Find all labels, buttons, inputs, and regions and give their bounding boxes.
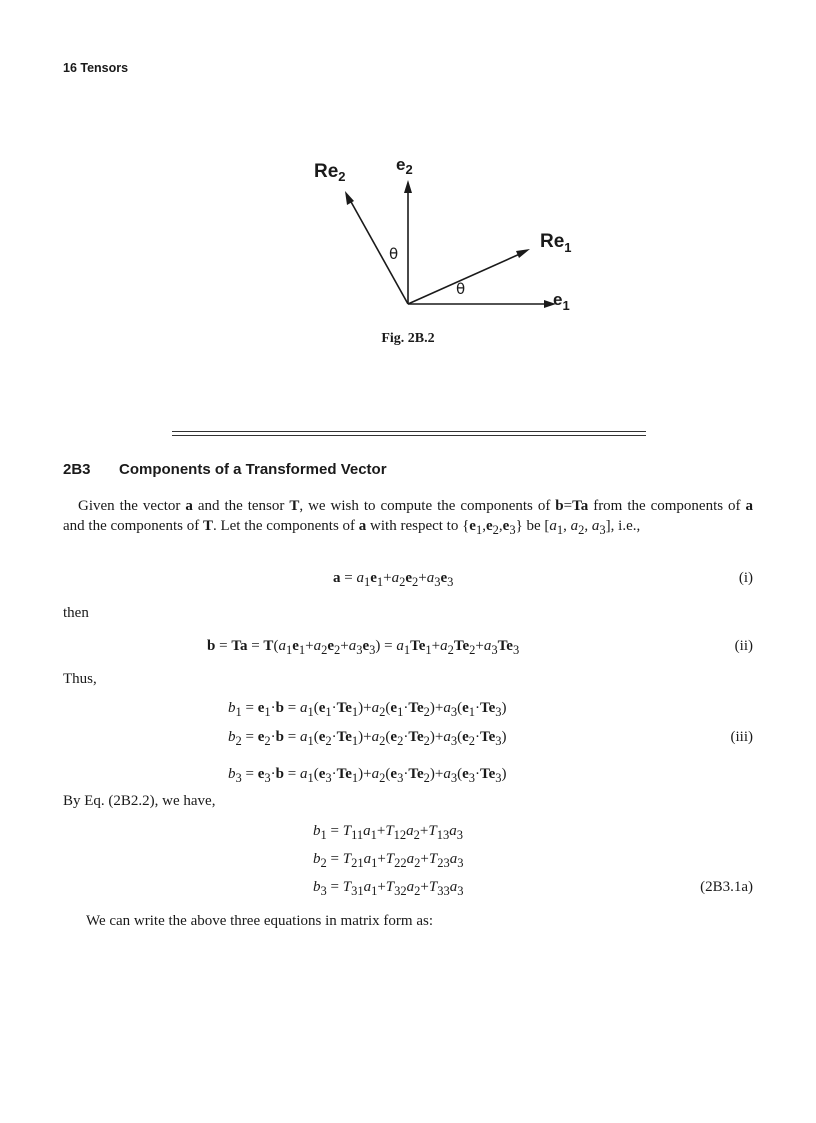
- equation-ii: $b = Ta = T(a_1e_1+a_2e_2+a_3e_3) = a_1Te_1+a_2Te_2+a_3Te_3$: [207, 638, 520, 657]
- running-head: 16 Tensors: [63, 61, 129, 75]
- matrix-form-text: We can write the above three equations in matrix form as:: [86, 913, 433, 929]
- e2-label: $e_2$: [396, 155, 413, 177]
- section-heading: [63, 461, 387, 478]
- equation-iii-row-3: $b_3 = e_3\cdot b = a_1(e_3\cdot Te_1)+a_2(e_3\cdot Te_2)+a_3(e_3\cdot Te_3)$: [228, 766, 507, 785]
- section-rule-bottom: [172, 435, 646, 436]
- theta-lower-label: θ: [456, 280, 466, 298]
- theta-upper-label: θ: [389, 245, 399, 263]
- intro-text: Given the vector a and the tensor T, we wish to compute the components of b=Ta from the components of a and the components of T. Let the components of a with respect to $\{e_1,e_2,e_3\}$ be [$a_1$, $a_2$, $a_3$], i.e.,: [63, 498, 754, 537]
- equation-i: $a = a_1e_1+a_2e_2+a_3e_3$: [333, 570, 454, 589]
- re1-arrowhead: [516, 249, 530, 258]
- intro-paragraph: [63, 496, 753, 540]
- equation-2b31a-row-1: $b_1 = T_{11}a_1+T_{12}a_2+T_{13}a_3$: [313, 823, 463, 842]
- eq-number-iii: (iii): [730, 729, 753, 745]
- word-then: then: [63, 605, 89, 621]
- equation-2b31a-row-2: $b_2 = T_{21}a_1+T_{22}a_2+T_{23}a_3$: [313, 851, 464, 870]
- e1-label: $e_1$: [553, 290, 570, 313]
- eq-number-2b31a: (2B3.1a): [700, 879, 753, 895]
- re2-vector: [350, 200, 408, 304]
- equation-iii-row-1: $b_1 = e_1\cdot b = a_1(e_1\cdot Te_1)+a_2(e_1\cdot Te_2)+a_3(e_1\cdot Te_3)$: [228, 700, 507, 719]
- re1-label: $Re_1$: [540, 231, 572, 255]
- by-eq-text: By Eq. (2B2.2), we have,: [63, 793, 216, 809]
- re2-label: $Re_2$: [314, 161, 346, 184]
- eq-number-i: (i): [738, 570, 753, 586]
- section-rule-top: [172, 431, 646, 432]
- figure-caption: Fig. 2B.2: [381, 331, 435, 346]
- re2-arrowhead: [345, 191, 354, 205]
- e2-arrowhead: [404, 180, 412, 193]
- equation-iii-row-2: $b_2 = e_2\cdot b = a_1(e_2\cdot Te_1)+a_2(e_2\cdot Te_2)+a_3(e_2\cdot Te_3)$: [228, 729, 507, 748]
- section-number: 2B3: [63, 461, 91, 478]
- figure-2b2: [290, 150, 620, 330]
- section-title: Components of a Transformed Vector: [119, 461, 387, 478]
- word-thus: Thus,: [63, 671, 97, 687]
- eq-number-ii: (ii): [734, 638, 753, 654]
- equation-2b31a-row-3: $b_3 = T_{31}a_1+T_{32}a_2+T_{33}a_3$: [313, 879, 464, 898]
